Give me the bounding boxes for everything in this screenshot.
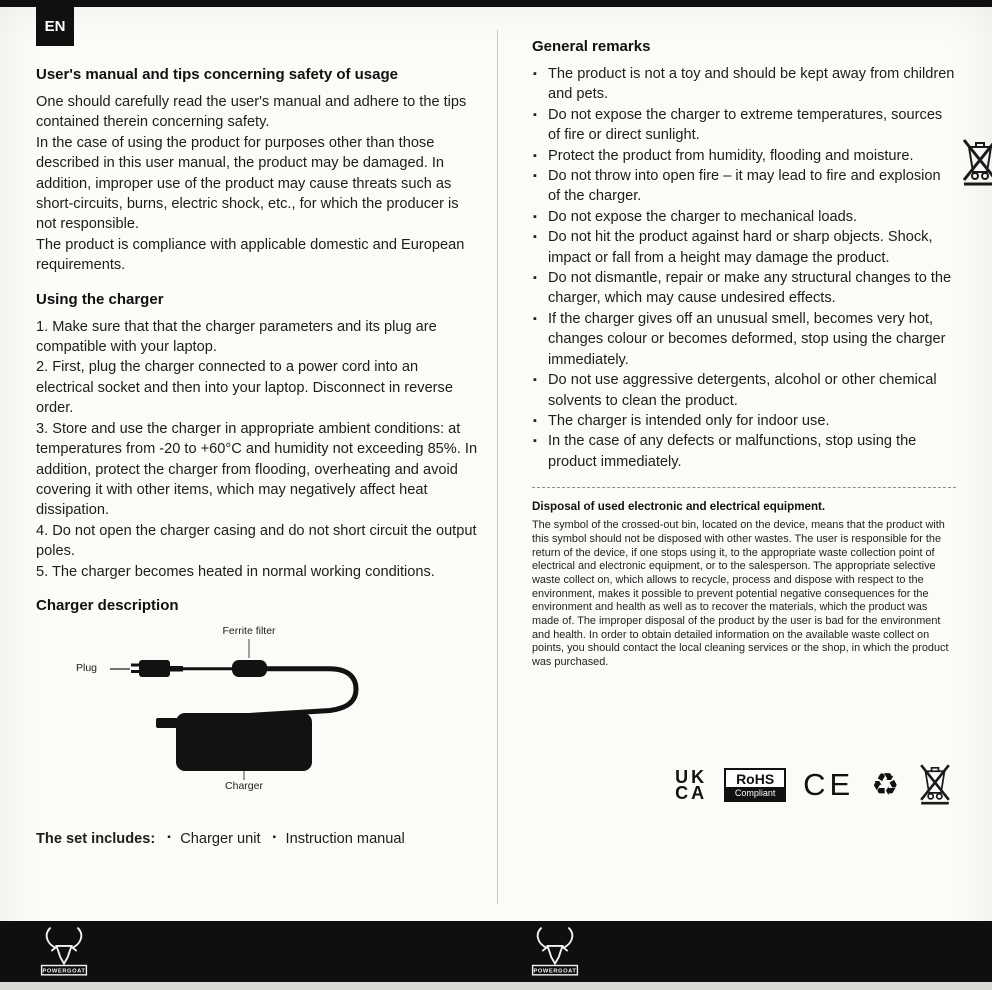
safety-paragraph: One should carefully read the user's manual and adhere to the tips contained therein concerning safety. — [36, 94, 467, 131]
recycling-icon: ♻ — [871, 767, 899, 803]
rohs-compliant-label: Compliant — [726, 787, 784, 800]
remarks-heading: General remarks — [532, 38, 651, 55]
ukca-top: UK — [675, 766, 708, 787]
set-includes-line — [36, 831, 478, 847]
ferrite-filter-label: Ferrite filter — [222, 624, 276, 637]
bottom-black-bar — [0, 921, 992, 982]
usage-step: 3. Store and use the charger in appropriate ambient conditions: at temperatures from -20 to +60°C and humidity not exceeding 85%. In addition, protect the charger from flooding, overheating and avoid covering it with other items, which may negatively affect heat dissipation. — [36, 420, 478, 519]
remark-item: ▪ If the charger gives off an unusual smell, becomes very hot, changes colour or becomes deformed, stop using the charger immediately. — [532, 309, 956, 370]
safety-paragraph: In the case of using the product for purposes other than those described in this user manual, the product may be damaged. In addition, improper use of the product may cause threats such as short-circuits, burns, electric shock, etc., for which the producer is not responsible. — [36, 134, 459, 233]
plug-label: Plug — [76, 661, 98, 674]
ukca-mark — [675, 766, 708, 803]
top-black-bar — [0, 0, 992, 7]
remark-item: ▪ Do not throw into open fire – it may lead to fire and explosion of the charger. — [532, 166, 956, 207]
usage-step: 5. The charger becomes heated in normal working conditions. — [36, 563, 435, 580]
usage-step: 4. Do not open the charger casing and do not short circuit the output poles. — [36, 522, 477, 560]
weee-bin-icon — [916, 760, 954, 810]
language-badge: EN — [36, 7, 74, 46]
charger-diagram — [36, 623, 478, 797]
left-column — [36, 66, 478, 847]
powergoat-wordmark: POWERGOAT — [533, 968, 577, 975]
remark-item: ▪ Do not use aggressive detergents, alcohol or other chemical solvents to clean the product. — [532, 370, 956, 411]
powergoat-logo — [36, 925, 92, 983]
remark-item: ▪ The product is not a toy and should be kept away from children and pets. — [532, 64, 956, 105]
weee-bin-icon-top — [958, 134, 992, 191]
remark-item: ▪ Protect the product from humidity, flooding and moisture. — [532, 146, 956, 166]
remark-item: ▪ In the case of any defects or malfunctions, stop using the product immediately. — [532, 431, 956, 472]
remark-item: ▪ Do not expose the charger to extreme temperatures, sources of fire or direct sunlight. — [532, 105, 956, 146]
usage-step: 1. Make sure that that the charger parameters and its plug are compatible with your laptop. — [36, 318, 437, 356]
column-divider — [497, 30, 498, 904]
remark-item: ▪ The charger is intended only for indoor use. — [532, 411, 956, 431]
set-includes-item: ▪ Charger unit — [167, 831, 260, 847]
powergoat-logo — [527, 925, 583, 983]
ukca-bottom: CA — [675, 782, 708, 803]
scan-bottom-edge — [0, 982, 992, 990]
rohs-mark — [724, 768, 786, 802]
safety-heading: User's manual and tips concerning safety of usage — [36, 66, 398, 83]
set-includes-label: The set includes: — [36, 830, 156, 847]
rohs-label: RoHS — [736, 770, 775, 787]
ce-mark: CE — [803, 766, 855, 802]
set-includes-item: ▪ Instruction manual — [273, 831, 405, 847]
charger-diagram-drawing — [36, 623, 478, 797]
safety-paragraph: The product is compliance with applicable domestic and European requirements. — [36, 236, 465, 274]
disposal-body: The symbol of the crossed-out bin, located on the device, means that the product with this symbol should not be disposed with other wastes. The user is responsible for the return of the device, if one stops using it, to the appropriate waste collection point of electrical and electronic equipment, or to the salesperson. The appropriate selective waste collect on, which allows to recycle, process and dispose with respect to the environment, makes it possible to prevent potential negative consequences for the environment and health as well as to recover the materials, which the product was made of. The improper disposal of the product by the user is bad for the environment and health. In order to obtain detailed information on the available waste collect on points, you should contact the local cleaning services or the shop, in which the product was purchased. — [532, 519, 949, 669]
charger-label: Charger — [225, 779, 263, 792]
description-heading: Charger description — [36, 596, 179, 614]
remark-item: ▪ Do not dismantle, repair or make any structural changes to the charger, which may cause undesired effects. — [532, 268, 956, 309]
remark-item: ▪ Do not expose the charger to mechanical loads. — [532, 207, 956, 227]
usage-heading: Using the charger — [36, 290, 164, 308]
compliance-logos — [532, 760, 956, 810]
dashed-divider — [532, 487, 956, 488]
powergoat-wordmark: POWERGOAT — [42, 968, 86, 975]
remark-item: ▪ Do not hit the product against hard or sharp objects. Shock, impact or fall from a height may damage the product. — [532, 227, 956, 268]
right-column — [532, 38, 956, 810]
disposal-heading: Disposal of used electronic and electrical equipment. — [532, 500, 826, 514]
usage-step: 2. First, plug the charger connected to a power cord into an electrical socket and then into your laptop. Disconnect in reverse order. — [36, 359, 453, 417]
remarks-list — [532, 64, 956, 472]
